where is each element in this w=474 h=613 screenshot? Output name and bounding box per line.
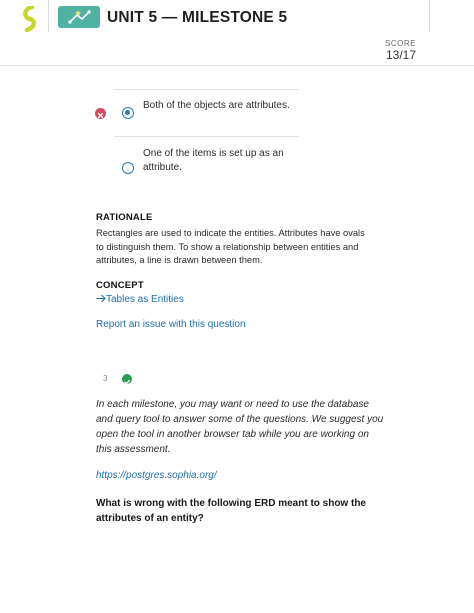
score-value: 13/17 bbox=[385, 48, 416, 62]
check-circle-icon bbox=[122, 374, 132, 384]
postgres-tool-link[interactable]: https://postgres.sophia.org/ bbox=[96, 470, 217, 481]
page-title: UNIT 5 — MILESTONE 5 bbox=[107, 9, 288, 26]
header-divider-right bbox=[429, 0, 430, 32]
answer-option-text: Both of the objects are attributes. bbox=[143, 100, 290, 111]
concept-link-label: Tables as Entities bbox=[106, 294, 184, 305]
answer-option-text: One of the items is set up as an attribute. bbox=[143, 148, 284, 173]
radio-icon[interactable] bbox=[122, 107, 134, 119]
report-issue-link[interactable]: Report an issue with this question bbox=[96, 319, 246, 330]
x-circle-icon bbox=[95, 108, 106, 119]
top-bar bbox=[0, 0, 474, 66]
option-divider bbox=[114, 89, 299, 90]
option-divider bbox=[114, 136, 299, 137]
question-number: 3 bbox=[103, 374, 108, 383]
concept-link[interactable] bbox=[96, 294, 184, 305]
rationale-heading: RATIONALE bbox=[96, 212, 153, 223]
rationale-text: Rectangles are used to indicate the entities. Attributes have ovals to distinguish them. To show a relationship between entities and attributes, a line is drawn between them. bbox=[96, 228, 365, 265]
unit-badge-icon bbox=[58, 6, 100, 28]
radio-icon[interactable] bbox=[122, 162, 134, 174]
milestone-instructions: In each milestone, you may want or need to use the database and query tool to answer some of the questions. We suggest you open the tool in another browser tab while you are working on this assessment. bbox=[96, 399, 384, 455]
arrow-right-icon bbox=[96, 294, 106, 303]
sophia-logo-icon[interactable] bbox=[20, 6, 40, 32]
question-prompt: What is wrong with the following ERD meant to show the attributes of an entity? bbox=[96, 498, 366, 524]
concept-heading: CONCEPT bbox=[96, 280, 144, 291]
score-label: SCORE bbox=[385, 39, 416, 48]
header-divider-left bbox=[48, 0, 49, 32]
